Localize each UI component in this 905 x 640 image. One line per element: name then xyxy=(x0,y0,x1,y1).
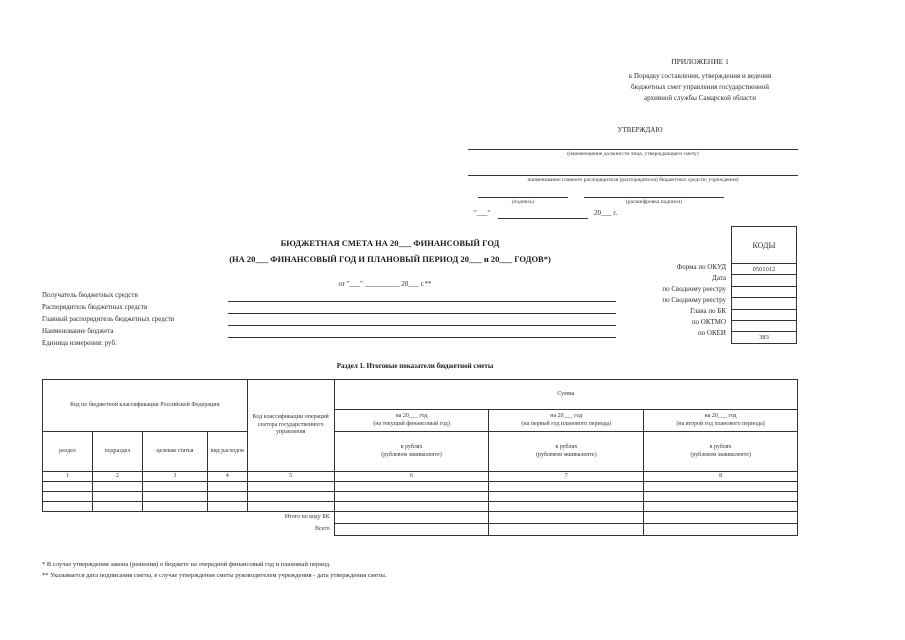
field-main-distributor-line xyxy=(228,325,616,326)
appendix-line-1: к Порядку составления, утверждения и ведения xyxy=(628,72,772,80)
total-kbk-label xyxy=(43,512,335,524)
approve-name-caption: (расшифровка подписи) xyxy=(625,199,683,205)
field-distributor-line xyxy=(228,313,616,314)
col-number-6: 6 xyxy=(334,472,489,482)
code-oktmo xyxy=(732,320,797,331)
field-budget-name-line xyxy=(228,337,616,338)
appendix-line-2: бюджетных смет управления государственной xyxy=(630,83,770,91)
table-row xyxy=(43,482,798,492)
budget-table xyxy=(42,379,798,536)
period-1-unit-note: (рублевом эквиваленте) xyxy=(381,451,442,458)
codes-header: КОДЫ xyxy=(732,227,797,264)
period-3-unit xyxy=(644,432,798,472)
approve-label: УТВЕРЖДАЮ xyxy=(617,126,663,134)
period-1-header xyxy=(334,410,489,432)
period-2-desc: (на первый год планового периода) xyxy=(521,420,612,427)
period-2-unit-label: в рублях xyxy=(555,444,578,450)
appendix-title: ПРИЛОЖЕНИЕ 1 xyxy=(671,57,729,66)
approve-date-month-line xyxy=(498,218,588,219)
period-1-year: на 20___ год xyxy=(395,413,428,419)
appendix-line-3: архивной службы Самарской области xyxy=(644,94,756,102)
table-row xyxy=(43,502,798,512)
label-okei: по ОКЕИ xyxy=(697,329,726,337)
label-date: Дата xyxy=(712,274,726,282)
field-unit: Единица измерения: руб. xyxy=(42,339,117,347)
field-budget-name: Наименование бюджета xyxy=(42,327,114,335)
col-number-2: 2 xyxy=(92,472,142,482)
sum-header: Сумма xyxy=(334,380,797,410)
approve-org-line xyxy=(468,175,798,176)
code-registry-2 xyxy=(732,298,797,309)
code-registry-1 xyxy=(732,286,797,297)
approve-date-prefix: "___" xyxy=(474,209,491,217)
field-recipient: Получатель бюджетных средств xyxy=(42,291,138,299)
approve-position-caption: (наименование должности лица, утверждающего смету) xyxy=(567,151,699,157)
code-okud: 0501012 xyxy=(732,264,797,275)
period-3-header xyxy=(644,410,798,432)
period-3-desc: (на второй год планового периода) xyxy=(676,420,765,427)
period-2-unit xyxy=(489,432,644,472)
label-okud: Форма по ОКУД xyxy=(676,263,726,271)
period-2-unit-note: (рублевом эквиваленте) xyxy=(536,451,597,458)
total-label xyxy=(43,524,335,536)
codes-box xyxy=(731,226,797,344)
period-1-unit xyxy=(334,432,489,472)
kbk-header: Код по бюджетной классификации Российской Федерации xyxy=(43,380,248,432)
field-distributor: Распорядитель бюджетных средств xyxy=(42,303,148,311)
col-number-8: 8 xyxy=(644,472,798,482)
kbk-col-subsection: подраздел xyxy=(92,432,142,472)
col-number-5: 5 xyxy=(247,472,334,482)
approve-sign-line xyxy=(478,197,568,198)
document-title: БЮДЖЕТНАЯ СМЕТА НА 20___ ФИНАНСОВЫЙ ГОД xyxy=(280,238,500,248)
approve-sign-caption: (подпись) xyxy=(511,199,535,205)
footnote-1: * В случае утверждения закона (решения) о бюджете на очередной финансовый год и плановый период. xyxy=(42,561,331,568)
label-registry-2: по Сводному реестру xyxy=(662,296,726,304)
label-glava-bk: Глава по БК xyxy=(690,307,726,315)
period-1-unit-label: в рублях xyxy=(400,444,423,450)
label-registry-1: по Сводному реестру xyxy=(662,285,726,293)
label-oktmo: по ОКТМО xyxy=(691,318,726,326)
total-text: Всего xyxy=(314,525,330,532)
period-2-year: на 20___ год xyxy=(550,413,583,419)
period-1-desc: (на текущий финансовый год) xyxy=(373,420,450,427)
document-date: от "___" __________ 20___ г.** xyxy=(338,280,432,288)
kbk-col-section: раздел xyxy=(43,432,93,472)
approve-org-caption: наименование главного распорядителя (распорядителя) бюджетных средств; учреждения) xyxy=(527,177,739,183)
period-3-year: на 20___ год xyxy=(704,413,737,419)
total-kbk-text: Итого по коду БК xyxy=(284,514,330,520)
kbk-col-expense-type: вид расходов xyxy=(207,432,247,472)
kosgu-header: Код классификации операций сектора государственного управления xyxy=(247,380,334,472)
approve-date-year: 20___ г. xyxy=(594,209,618,217)
col-number-4: 4 xyxy=(207,472,247,482)
footnote-2: ** Указывается дата подписания сметы, в случае утверждения сметы руководителем учреждения - дата утверждения сметы. xyxy=(42,572,387,579)
col-number-1: 1 xyxy=(43,472,93,482)
table-row xyxy=(43,492,798,502)
approve-position-line xyxy=(468,149,798,150)
period-2-header xyxy=(489,410,644,432)
code-glava-bk xyxy=(732,309,797,320)
period-3-unit-label: в рублях xyxy=(709,444,732,450)
col-number-7: 7 xyxy=(489,472,644,482)
approve-name-line xyxy=(584,197,724,198)
code-okei: 383 xyxy=(732,332,797,343)
section-title: Раздел 1. Итоговые показатели бюджетной сметы xyxy=(336,362,494,370)
kbk-col-target: целевая статья xyxy=(142,432,207,472)
field-recipient-line xyxy=(228,301,616,302)
col-number-3: 3 xyxy=(142,472,207,482)
field-main-distributor: Главный распорядитель бюджетных средств xyxy=(42,315,175,323)
period-3-unit-note: (рублевом эквиваленте) xyxy=(690,451,751,458)
code-date xyxy=(732,275,797,286)
document-subtitle: (НА 20___ ФИНАНСОВЫЙ ГОД И ПЛАНОВЫЙ ПЕРИОД 20___ и 20___ ГОДОВ*) xyxy=(229,254,551,264)
